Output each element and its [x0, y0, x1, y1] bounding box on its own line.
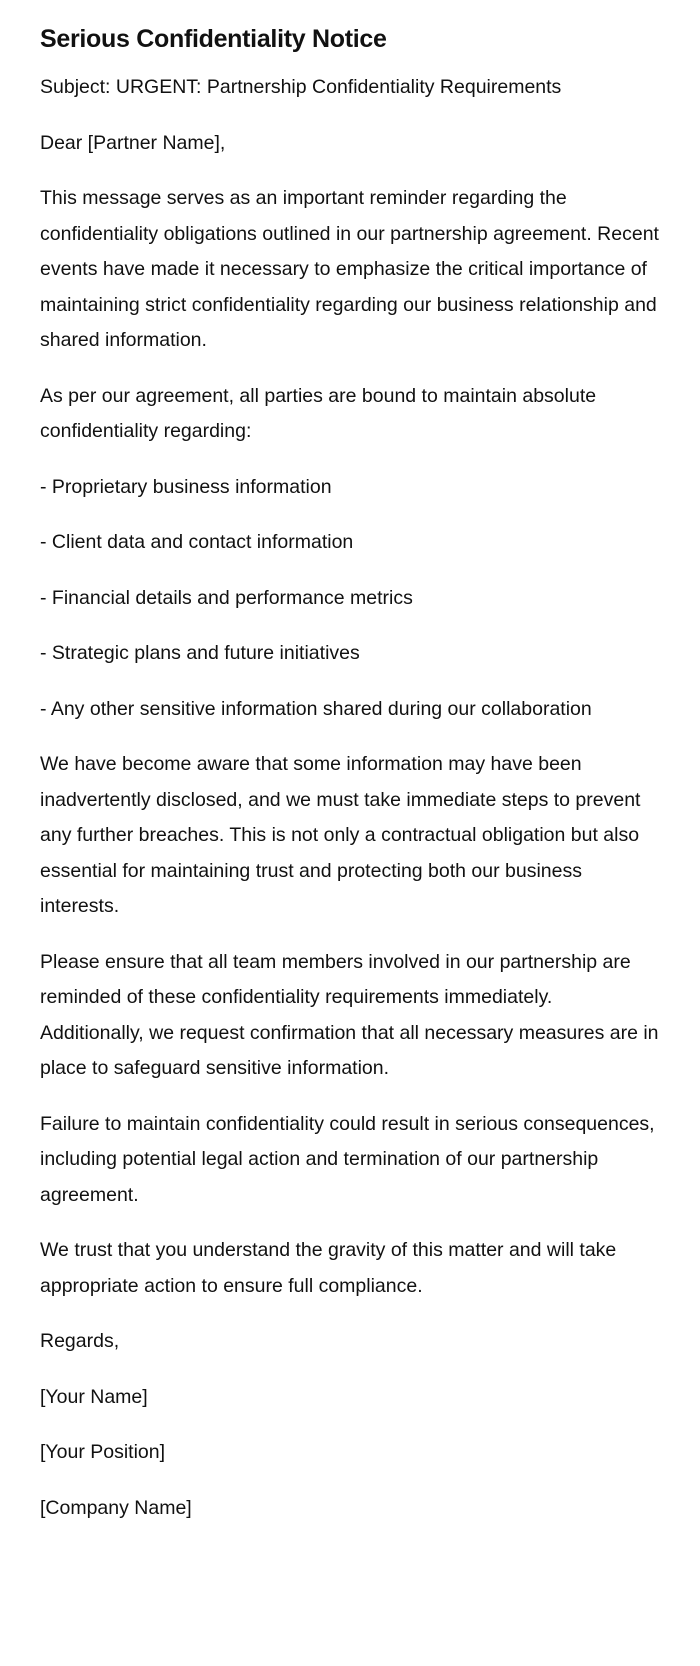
subject-line: Subject: URGENT: Partnership Confidentiality Requirements [40, 76, 562, 98]
trust-paragraph: We trust that you understand the gravity of this matter and will take appropriate action to ensure full compliance. [40, 1239, 617, 1297]
signature-name: [Your Name] [40, 1385, 148, 1408]
signature-company: [Company Name] [40, 1496, 192, 1519]
list-item: - Proprietary business information [40, 475, 332, 498]
intro-paragraph: This message serves as an important reminder regarding the confidentiality obligations outlined in our partnership agreement. Recent events have made it necessary to emphasize the critical importance of maintaining strict confidentiality regarding our business relationship and shared information. [40, 187, 659, 351]
list-item: - Financial details and performance metrics [40, 586, 413, 609]
consequences-paragraph: Failure to maintain confidentiality could result in serious consequences, including potential legal action and termination of our partnership agreement. [40, 1112, 655, 1206]
list-item: - Client data and contact information [40, 531, 354, 553]
list-item: - Any other sensitive information shared during our collaboration [40, 697, 592, 720]
greeting: Dear [Partner Name], [40, 131, 226, 154]
closing: Regards, [40, 1330, 120, 1352]
document-title: Serious Confidentiality Notice [40, 25, 387, 53]
team-reminder-paragraph: Please ensure that all team members involved in our partnership are reminded of these confidentiality requirements immediately. Additionally, we request confirmation that all necessary measures are in place to safeguard sensitive information. [40, 950, 659, 1079]
list-item: - Strategic plans and future initiatives [40, 642, 360, 664]
disclosure-paragraph: We have become aware that some information may have been inadvertently disclosed, and we must take immediate steps to prevent any further breaches. This is not only a contractual obligation but also essential for maintaining trust and protecting both our business interests. [40, 753, 641, 917]
signature-position: [Your Position] [40, 1441, 166, 1463]
obligation-paragraph: As per our agreement, all parties are bound to maintain absolute confidentiality regarding: [40, 384, 597, 442]
